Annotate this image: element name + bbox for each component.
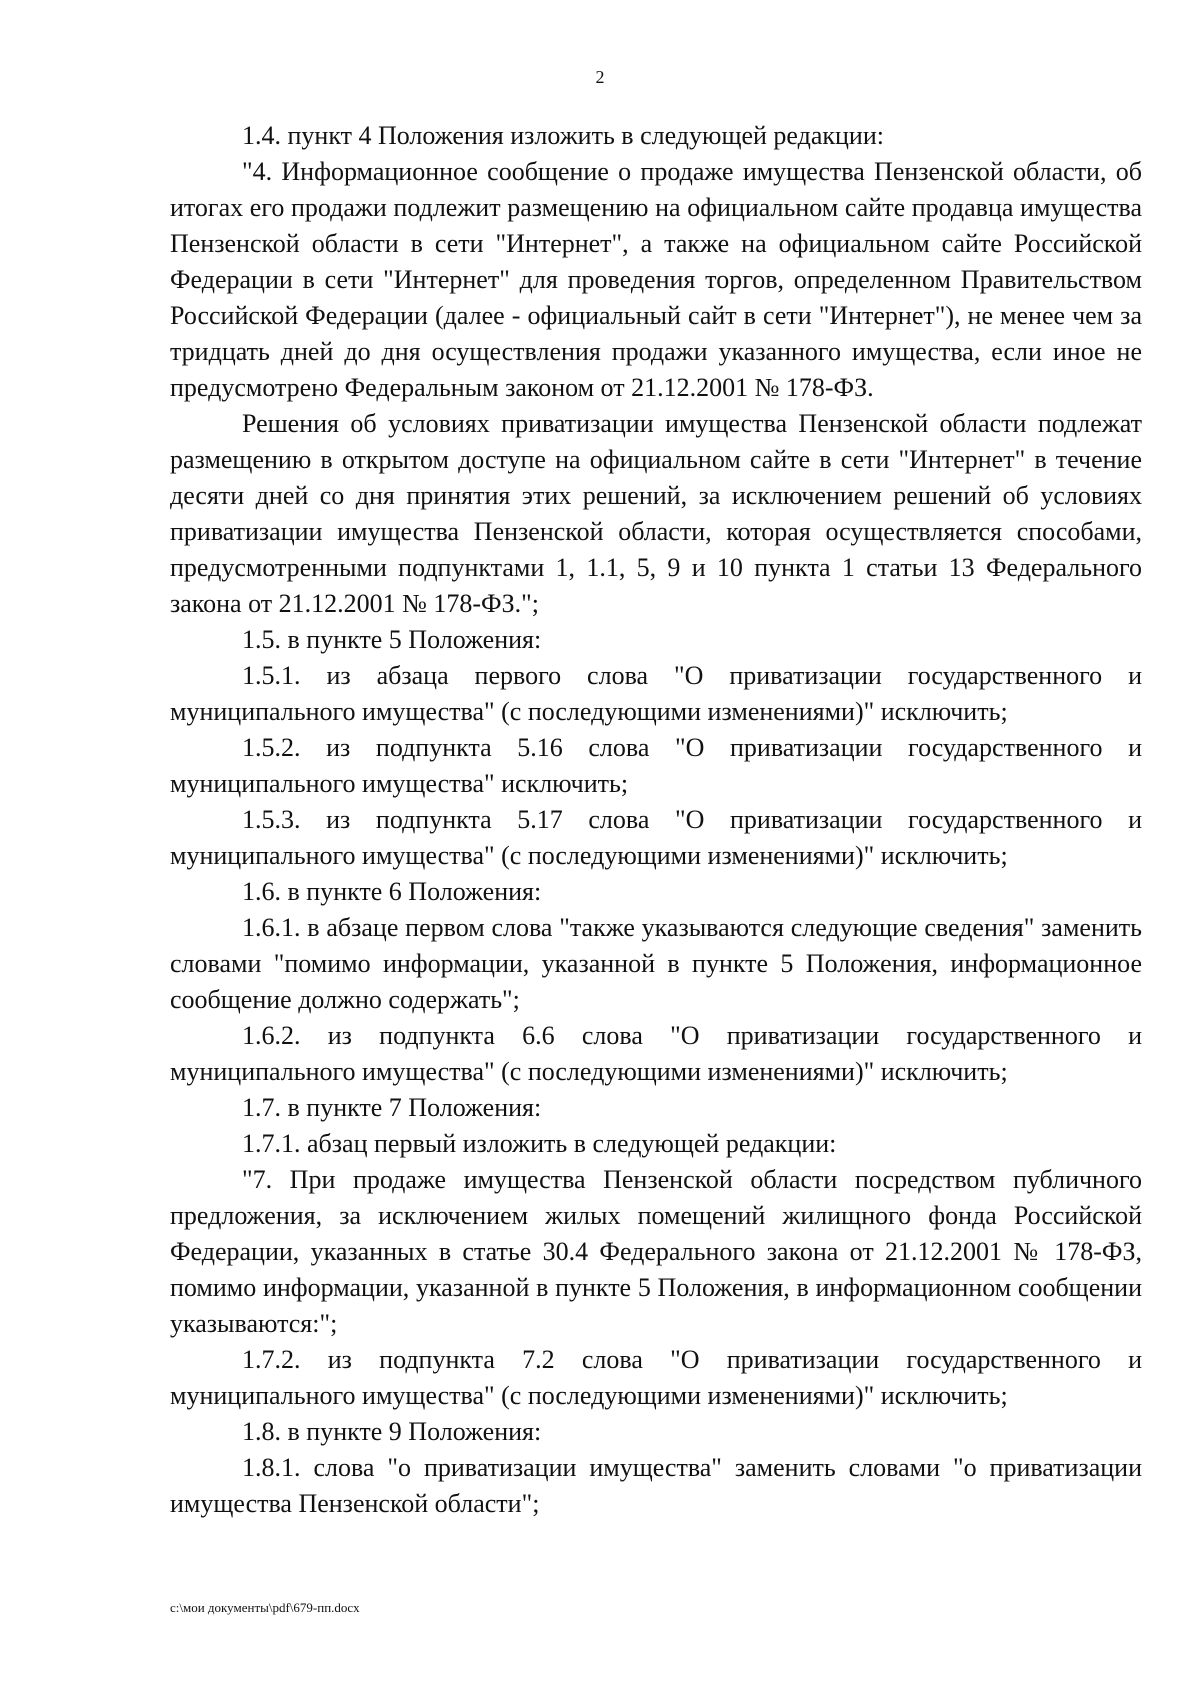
paragraph-item-7-text: "7. При продаже имущества Пензенской области посредством публичного предложения, за исключением жилых помещений жилищного фонда Российской Федерации, указанных в статье 30.4 Федерального закона от 21.12.2001 № 178-ФЗ, помимо информации, указанной в пункте 5 Положения, в информационном сообщении указываются:"; <box>170 1165 1142 1338</box>
paragraph-decisions: Решения об условиях приватизации имущества Пензенской области подлежат размещению в открытом доступе на официальном сайте в сети "Интернет" в течение десяти дней со дня принятия этих решений, за исключением решений об условиях приватизации имущества Пензенской области, которая осуществляется способами, предусмотренными подпунктами 1, 1.1, 5, 9 и 10 пункта 1 статьи 13 Федерального закона от 21.12.2001 № 178-ФЗ."; <box>170 409 1142 618</box>
paragraph-1-5-2: 1.5.2. из подпункта 5.16 слова "О приватизации государственного и муниципального имущества" исключить; <box>170 733 1142 798</box>
document-body <box>170 118 1142 1522</box>
page-number: 2 <box>595 67 605 87</box>
paragraph-1-7: 1.7. в пункте 7 Положения: <box>242 1093 542 1122</box>
paragraph-1-5-1: 1.5.1. из абзаца первого слова "О приватизации государственного и муниципального имущества" (с последующими изменениями)" исключить; <box>170 661 1142 726</box>
paragraph-1-5-3: 1.5.3. из подпункта 5.17 слова "О приватизации государственного и муниципального имущества" (с последующими изменениями)" исключить; <box>170 805 1142 870</box>
footer-file-path: c:\мои документы\pdf\679-пп.docx <box>170 1600 360 1615</box>
paragraph-1-7-2: 1.7.2. из подпункта 7.2 слова "О приватизации государственного и муниципального имущества" (с последующими изменениями)" исключить; <box>170 1345 1142 1410</box>
paragraph-1-6-1: 1.6.1. в абзаце первом слова "также указываются следующие сведения" заменить словами "помимо информации, указанной в пункте 5 Положения, информационное сообщение должно содержать"; <box>170 913 1142 1014</box>
paragraph-1-4: 1.4. пункт 4 Положения изложить в следующей редакции: <box>242 121 884 150</box>
paragraph-1-5: 1.5. в пункте 5 Положения: <box>242 625 542 654</box>
paragraph-1-6: 1.6. в пункте 6 Положения: <box>242 877 542 906</box>
paragraph-1-7-1: 1.7.1. абзац первый изложить в следующей редакции: <box>242 1129 837 1158</box>
paragraph-1-8-1: 1.8.1. слова "о приватизации имущества" заменить словами "о приватизации имущества Пензенской области"; <box>170 1453 1142 1518</box>
paragraph-1-6-2: 1.6.2. из подпункта 6.6 слова "О приватизации государственного и муниципального имущества" (с последующими изменениями)" исключить; <box>170 1021 1142 1086</box>
paragraph-item-4-text: "4. Информационное сообщение о продаже имущества Пензенской области, об итогах его продажи подлежит размещению на официальном сайте продавца имущества Пензенской области в сети "Интернет", а также на официальном сайте Российской Федерации в сети "Интернет" для проведения торгов, определенном Правительством Российской Федерации (далее - официальный сайт в сети "Интернет"), не менее чем за тридцать дней до дня осуществления продажи указанного имущества, если иное не предусмотрено Федеральным законом от 21.12.2001 № 178-ФЗ. <box>170 157 1142 402</box>
paragraph-1-8: 1.8. в пункте 9 Положения: <box>242 1417 542 1446</box>
